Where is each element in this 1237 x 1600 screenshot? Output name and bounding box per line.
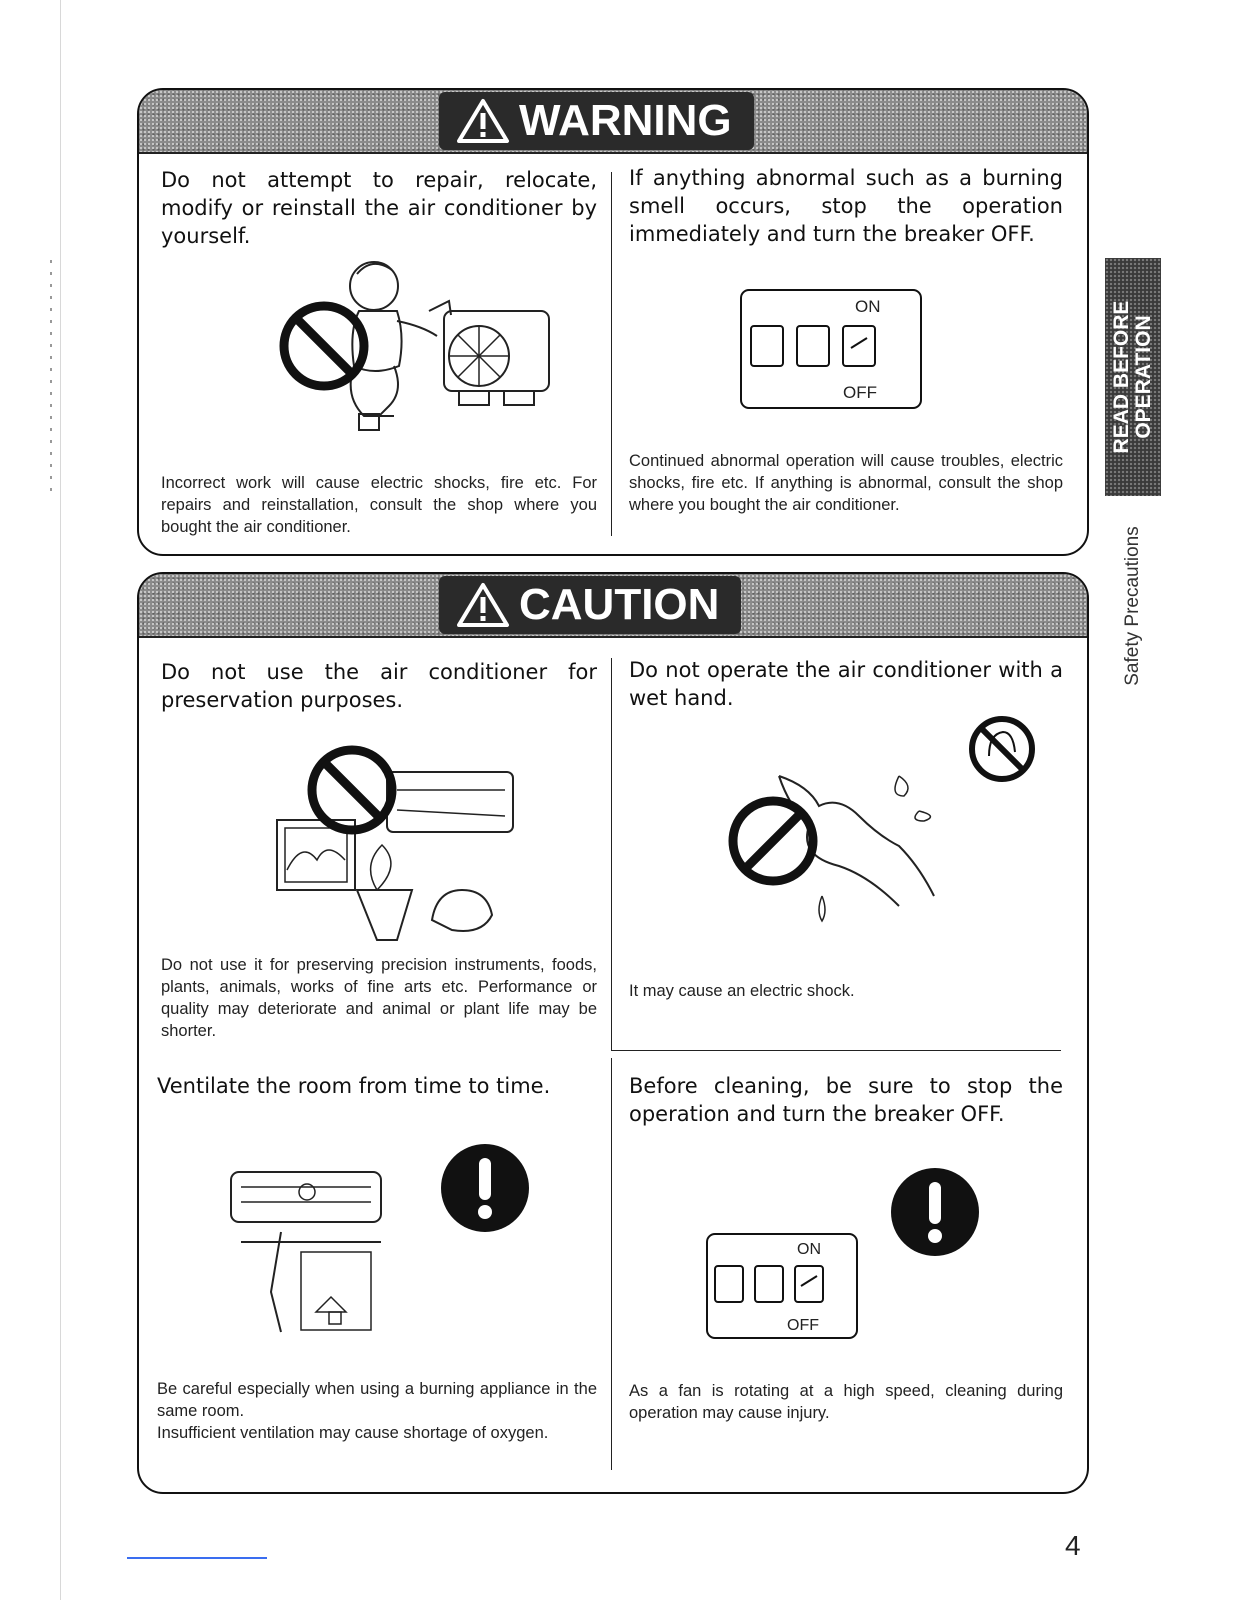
warning-banner (139, 90, 1087, 154)
link-underline (127, 1557, 267, 1559)
page-number: 4 (1065, 1530, 1081, 1561)
mandatory-exclamation-icon (439, 1142, 531, 1234)
caution-wet-hand-heading: Do not operate the air conditioner with a wet hand. (629, 658, 1063, 710)
caution-divider-top (611, 658, 612, 1050)
preservation-illustration (257, 750, 527, 940)
warning-repair-heading: Do not attempt to repair, relocate, modify or reinstall the air conditioner by yourself. (161, 168, 597, 248)
warning-repair-note: Incorrect work will cause electric shocks, fire etc. For repairs and reinstallation, consult the shop where you bought the air conditioner. (161, 474, 597, 536)
caution-item-ventilate (157, 1072, 597, 1472)
prohibited-icon (733, 801, 813, 881)
warning-item-abnormal (629, 164, 1063, 544)
caution-ventilate-note-line1: Be careful especially when using a burning appliance in the same room. (157, 1380, 597, 1420)
read-before-operation-tab (1105, 258, 1161, 496)
warning-title: WARNING (519, 96, 732, 145)
caution-ventilate-note (157, 1378, 597, 1444)
warning-label (439, 92, 754, 150)
caution-label (439, 576, 741, 634)
side-tab-line1: READ BEFORE (1110, 300, 1133, 454)
wet-hand-illustration (719, 756, 949, 936)
mandatory-exclamation-icon (889, 1166, 981, 1258)
caution-ventilate-heading: Ventilate the room from time to time. (157, 1074, 551, 1098)
caution-wet-hand-note: It may cause an electric shock. (629, 982, 855, 1000)
caution-ventilate-note-line2: Insufficient ventilation may cause shortage of oxygen. (157, 1424, 549, 1442)
scan-marks (50, 260, 52, 500)
side-tab-line2: OPERATION (1132, 315, 1155, 439)
warning-section (137, 88, 1089, 556)
caution-banner (139, 574, 1087, 638)
switch-on-label: ON (797, 1241, 821, 1258)
caution-cleaning-heading: Before cleaning, be sure to stop the operation and turn the breaker OFF. (629, 1074, 1063, 1126)
repair-illustration (279, 256, 569, 436)
caution-item-preservation (161, 658, 597, 1048)
caution-cleaning-note: As a fan is rotating at a high speed, cleaning during operation may cause injury. (629, 1382, 1063, 1422)
section-label: Safety Precautions (1122, 526, 1143, 686)
caution-section (137, 572, 1089, 1494)
warning-divider (611, 172, 612, 536)
warning-triangle-icon (457, 98, 509, 144)
side-tab-text (1111, 258, 1155, 496)
warning-abnormal-note: Continued abnormal operation will cause troubles, electric shocks, fire etc. If anything is abnormal, consult the shop where you bought the air conditioner. (629, 452, 1063, 514)
warning-triangle-icon (457, 582, 509, 628)
caution-item-wet-hand (629, 656, 1063, 1046)
caution-item-cleaning (629, 1072, 1063, 1472)
caution-divider-middle (611, 1050, 1061, 1051)
breaker-switch-icon (739, 288, 925, 412)
breaker-switch-icon (705, 1232, 861, 1342)
switch-off-label: OFF (787, 1317, 819, 1334)
prohibited-icon (312, 750, 392, 830)
switch-off-label: OFF (843, 383, 877, 402)
warning-abnormal-heading: If anything abnormal such as a burning smell occurs, stop the operation immediately and turn the breaker OFF. (629, 166, 1063, 246)
caution-preservation-heading: Do not use the air conditioner for preservation purposes. (161, 660, 597, 712)
scan-edge (60, 0, 61, 1600)
switch-on-label: ON (855, 297, 881, 316)
warning-item-repair (161, 166, 597, 546)
caution-preservation-note: Do not use it for preserving precision instruments, foods, plants, animals, works of fine arts etc. Performance or quality may deteriorate and animal or plant life may be shorter. (161, 956, 597, 1040)
no-wet-hands-icon (967, 714, 1037, 784)
caution-title: CAUTION (519, 580, 720, 629)
caution-divider-bottom (611, 1058, 612, 1470)
